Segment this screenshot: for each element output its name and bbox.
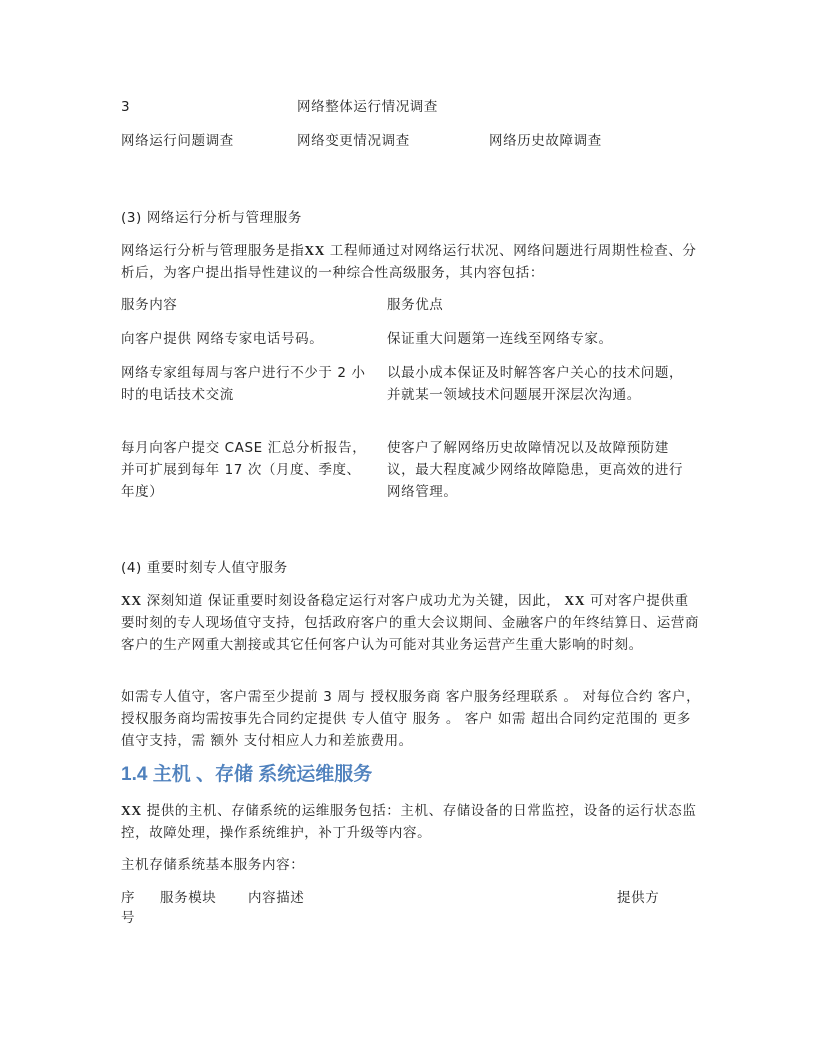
table-cell-benefit: 保证重大问题第一连线至网络专家。 [387, 331, 613, 347]
table-cell-number: 3 [121, 99, 131, 115]
company-name: XX [560, 593, 586, 608]
text: 网络运行分析与管理服务是指 [121, 243, 305, 259]
table-cell-content: 每月向客户提交 CASE 汇总分析报告，并可扩展到每年 17 次（月度、季度、年度） [121, 440, 367, 500]
text: 可对客户提供重要时刻的专人现场值守支持，包括政府客户的重大会议期间、金融客户的年终结算日、运营商客户的生产网重大割接或其它任何客户认为可能对其业务运营产生重大影响的时刻。 [121, 593, 700, 653]
table-cell: 网络历史故障调查 [489, 133, 602, 149]
section-title: (3) 网络运行分析与管理服务 [121, 210, 302, 226]
text: 提供的主机、存储系统的运维服务包括：主机、存储设备的日常监控，设备的运行状态监控，故障处理，操作系统维护，补丁升级等内容。 [121, 803, 697, 841]
paragraph [121, 590, 701, 656]
section-heading: 1.4 主机 、存储 系统运维服务 [121, 764, 373, 785]
list-intro: 主机存储系统基本服务内容： [121, 857, 305, 873]
table-header-provider: 提供方 [617, 890, 660, 906]
company-name: XX [121, 593, 142, 608]
table-header: 服务优点 [387, 297, 444, 313]
table-cell: 网络变更情况调查 [297, 133, 410, 149]
paragraph: 如需专人值守，客户需至少提前 3 周与 授权服务商 客户服务经理联系 。 对每位合约 客户， 授权服务商均需按事先合同约定提供 专人值守 服务 。 客户 如需 超出合同约定范围的 更多值守支持，需 额外 支付相应人力和差旅费用。 [121, 689, 701, 749]
table-header-description: 内容描述 [248, 890, 305, 906]
table-cell: 网络运行问题调查 [121, 133, 234, 149]
table-cell-benefit: 使客户了解网络历史故障情况以及故障预防建议，最大程度减少网络故障隐患，更高效的进行网络管理。 [387, 440, 684, 500]
paragraph [121, 800, 701, 844]
section-intro-paragraph [121, 240, 701, 284]
table-cell-content: 向客户提供 网络专家电话号码。 [121, 331, 324, 347]
table-cell-benefit: 以最小成本保证及时解答客户关心的技术问题，并就某一领域技术问题展开深层次沟通。 [387, 365, 684, 403]
table-cell-content: 网络专家组每周与客户进行不少于 2 小时的电话技术交流 [121, 365, 366, 403]
section-title: (4) 重要时刻专人值守服务 [121, 560, 288, 576]
table-cell-title: 网络整体运行情况调查 [297, 99, 438, 115]
table-header-seq-2: 号 [121, 910, 136, 926]
table-header-seq: 序 [121, 890, 136, 906]
company-name: XX [304, 243, 326, 258]
company-name: XX [121, 803, 142, 818]
text: 工程师通过对网络运行状况、网络问题进行周期性检查、分析后，为客户提出指导性建议的一种综合性高级服务，其内容包括： [121, 243, 697, 281]
text: 深刻知道 保证重要时刻设备稳定运行对客户成功尤为关键，因此， [141, 593, 561, 609]
table-header-module: 服务模块 [160, 890, 217, 906]
table-header: 服务内容 [121, 297, 178, 313]
